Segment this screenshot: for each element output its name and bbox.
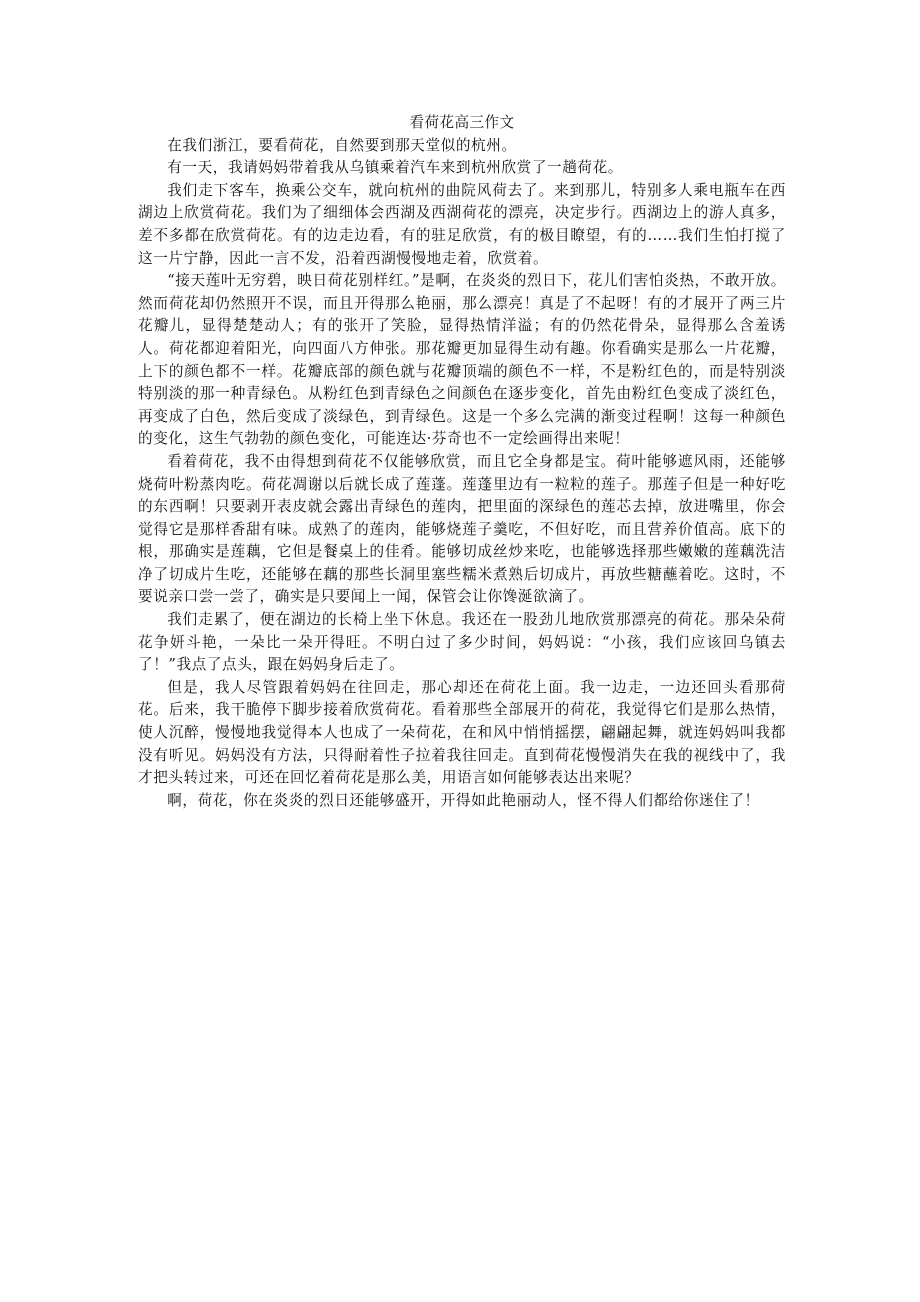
document-title: 看荷花高三作文 <box>409 114 515 131</box>
paragraph-6: 我们走累了，便在湖边的长椅上坐下休息。我还在一股劲儿地欣赏那漂亮的荷花。那朵朵荷花争妍斗艳，一朵比一朵开得旺。不明白过了多少时间，妈妈说：“小孩，我们应该回乌镇去了！”我点了点头，跟在妈妈身后走了。 <box>138 611 786 674</box>
document-body <box>138 112 786 812</box>
paragraph-5: 看着荷花，我不由得想到荷花不仅能够欣赏，而且它全身都是宝。荷叶能够遮风雨，还能够烧荷叶粉蒸肉吃。荷花凋谢以后就长成了莲蓬。莲蓬里边有一粒粒的莲子。那莲子但是一种好吃的东西啊！只要剥开表皮就会露出青绿色的莲肉，把里面的深绿色的莲芯去掉，放进嘴里，你会觉得它是那样香甜有味。成熟了的莲肉，能够烧莲子羹吃，不但好吃，而且营养价值高。底下的根，那确实是莲藕，它但是餐桌上的佳肴。能够切成丝炒来吃，也能够选择那些嫩嫩的莲藕洗洁净了切成片生吃，还能够在藕的那些长洞里塞些糯米煮熟后切成片，再放些糖蘸着吃。这时，不要说亲口尝一尝了，确实是只要闻上一闻，保管会让你馋涎欲滴了。 <box>138 452 786 606</box>
paragraph-2: 有一天，我请妈妈带着我从乌镇乘着汽车来到杭州欣赏了一趟荷花。 <box>167 159 624 177</box>
paragraph-7: 但是，我人尽管跟着妈妈在往回走，那心却还在荷花上面。我一边走，一边还回头看那荷花。后来，我干脆停下脚步接着欣赏荷花。看着那些全部展开的荷花，我觉得它们是那么热情，使人沉醉，慢慢地我觉得本人也成了一朵荷花，在和风中悄悄摇摆，翩翩起舞，就连妈妈叫我都没有听见。妈妈没有方法，只得耐着性子拉着我往回走。直到荷花慢慢消失在我的视线中了，我才把头转过来，可还在回忆着荷花是那么美，用语言如何能够表达出来呢？ <box>138 678 786 787</box>
paragraph-4: “接天莲叶无穷碧，映日荷花别样红。”是啊，在炎炎的烈日下，花儿们害怕炎热，不敢开放。然而荷花却仍然照开不误，而且开得那么艳丽，那么漂亮！真是了不起呀！有的才展开了两三片花瓣儿，显得楚楚动人；有的张开了笑脸，显得热情洋溢；有的仍然花骨朵，显得那么含羞诱人。荷花都迎着阳光，向四面八方伸张。那花瓣更加显得生动有趣。你看确实是那么一片花瓣，上下的颜色都不一样。花瓣底部的颜色就与花瓣顶端的颜色不一样，不是粉红色的，而是特别淡特别淡的那一种青绿色。从粉红色到青绿色之间颜色在逐步变化，首先由粉红色变成了淡红色，再变成了白色，然后变成了淡绿色，到青绿色。这是一个多么完满的渐变过程啊！这每一种颜色的变化，这生气勃勃的颜色变化，可能连达·芬奇也不一定绘画得出来呢！ <box>138 272 786 448</box>
paragraph-3: 我们走下客车，换乘公交车，就向杭州的曲院风荷去了。来到那儿，特别多人乘电瓶车在西湖边上欣赏荷花。我们为了细细体会西湖及西湖荷花的漂亮，决定步行。西湖边上的游人真多，差不多都在欣赏荷花。有的边走边看，有的驻足欣赏，有的极目瞭望，有的……我们生怕打搅了这一片宁静，因此一言不发，沿着西湖慢慢地走着，欣赏着。 <box>138 181 786 267</box>
paragraph-8: 啊，荷花，你在炎炎的烈日还能够盛开，开得如此艳丽动人，怪不得人们都给你迷住了！ <box>167 791 760 809</box>
paragraph-1: 在我们浙江，要看荷花，自然要到那天堂似的杭州。 <box>167 136 517 154</box>
